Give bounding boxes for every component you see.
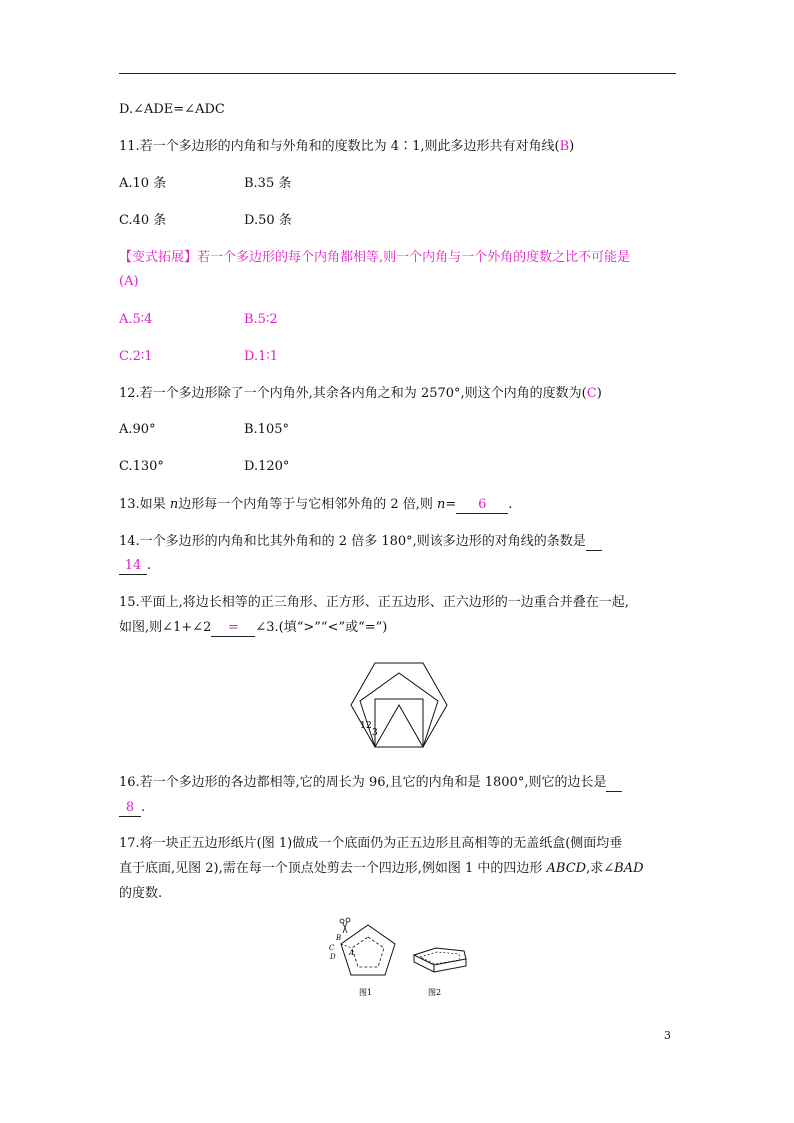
header-rule	[119, 73, 676, 74]
inner-pentagon-shape	[352, 937, 384, 967]
q14-answer: 14	[119, 558, 147, 575]
box-bottom-dashed	[420, 952, 460, 964]
q11-option-c: C.40 条	[119, 213, 167, 228]
square-shape	[375, 699, 423, 747]
triangle-shape	[375, 705, 423, 747]
q12-options-row2: C.130° D.120°	[119, 459, 290, 474]
q15-polygon-figure	[340, 656, 460, 752]
q17-stem-line3: 的度数.	[119, 886, 163, 901]
q12-answer: C	[586, 386, 597, 401]
fig2-caption: 图2	[428, 988, 442, 997]
angle-label-3: 3	[372, 728, 378, 738]
q11-option-b: B.35 条	[244, 176, 292, 191]
angle-label-1: 1	[360, 721, 366, 731]
label-a: A	[349, 949, 355, 957]
variant-tag: 【变式拓展】	[119, 250, 198, 265]
scissors-icon	[340, 918, 350, 933]
variant-stem: 【变式拓展】若一个多边形的每个内角都相等,则一个内角与一个外角的度数之比不可能是 (A)	[119, 250, 631, 289]
variant-options-row2: C.2∶1 D.1∶1	[119, 349, 279, 364]
q11-option-d: D.50 条	[244, 213, 292, 228]
q17-stem-line1: 17.将一块正五边形纸片(图 1)做成一个底面仍为正五边形且高相等的无盖纸盒(侧面均垂	[119, 836, 623, 851]
label-b: B	[336, 934, 342, 942]
q11-answer: B	[559, 139, 570, 154]
q10-option-d: D.∠ADE=∠ADC	[119, 102, 225, 117]
q12-options-row1: A.90° B.105°	[119, 422, 289, 437]
q11-stem: 11.若一个多边形的内角和与外角和的度数比为 4∶1,则此多边形共有对角线(B)	[119, 139, 575, 154]
q15-stem-line2: 如图,则∠1+∠2 = ∠3.(填“>”“<”或“=”)	[119, 620, 388, 635]
q14-stem: 14.一个多边形的内角和比其外角和的 2 倍多 180°,则该多边形的对角线的条数是	[119, 534, 602, 551]
q11-options-row2	[119, 213, 292, 229]
label-d: D	[330, 953, 336, 961]
variant-options-row1: A.5∶4 B.5∶2	[119, 312, 278, 327]
q17-stem-line2: 直于底面,见图 2),需在每一个顶点处剪去一个四边形,例如图 1 中的四边形 ABCD,求∠BAD	[119, 861, 644, 876]
variant-answer: (A)	[119, 274, 139, 289]
q14-answer-line: 14 .	[119, 558, 151, 575]
q13-answer: 6	[456, 497, 508, 514]
q16-answer-line: 8 .	[119, 800, 145, 817]
q16-answer: 8	[119, 800, 141, 817]
q12-stem: 12.若一个多边形除了一个内角外,其余各内角之和为 2570°,则这个内角的度数为(C)	[119, 386, 602, 401]
q15-stem-line1: 15.平面上,将边长相等的正三角形、正方形、正五边形、正六边形的一边重合并叠在一起,	[119, 595, 629, 610]
q15-answer: =	[211, 620, 255, 637]
fig1-caption: 图1	[359, 988, 373, 997]
q17-figure-2	[406, 945, 476, 999]
q13-stem: 13.如果 n边形每一个内角等于与它相邻外角的 2 倍,则 n= 6 .	[119, 497, 513, 512]
q17-figure-1	[326, 915, 402, 999]
q11-options-row1	[119, 176, 292, 192]
angle-label-2: 2	[366, 721, 372, 731]
q11-option-a: A.10 条	[119, 176, 167, 191]
page-number: 3	[664, 1029, 671, 1042]
q16-stem: 16.若一个多边形的各边都相等,它的周长为 96,且它的内角和是 1800°,则它的边长是	[119, 775, 622, 792]
label-c: C	[329, 944, 335, 952]
